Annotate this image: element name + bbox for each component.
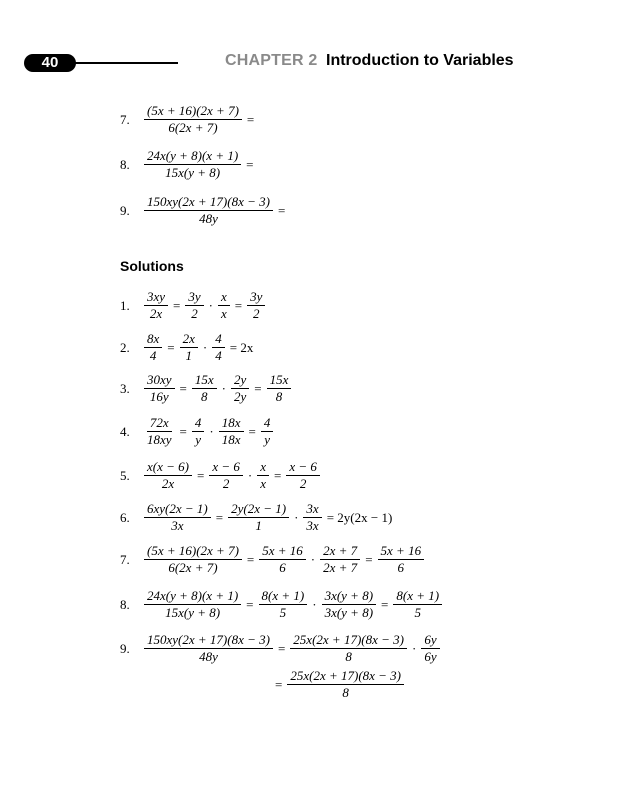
numerator: 2y (231, 372, 249, 389)
equals-sign: = (277, 202, 286, 218)
numerator: 150xy(2x + 17)(8x − 3) (144, 194, 273, 211)
operator: = (274, 467, 282, 483)
denominator: 2 (299, 476, 307, 491)
denominator: 6 (397, 560, 405, 575)
fraction (144, 459, 192, 492)
operator: · (202, 339, 208, 355)
denominator: 48y (199, 649, 218, 664)
problem-item (120, 148, 257, 181)
operator: = (179, 380, 187, 396)
numerator: 4 (261, 415, 274, 432)
solution-item (120, 459, 322, 492)
solution-item (120, 289, 267, 322)
fraction (144, 501, 211, 534)
operator: = (381, 596, 389, 612)
denominator: 48y (199, 211, 218, 226)
fraction (290, 632, 407, 665)
denominator: 8 (275, 389, 283, 404)
denominator: 2x (149, 306, 163, 321)
solution-item (120, 632, 442, 665)
fraction (192, 372, 217, 405)
numerator: 15x (267, 372, 292, 389)
numerator: 2x + 7 (320, 543, 360, 560)
fraction (228, 501, 289, 534)
numerator: 72x (147, 415, 172, 432)
fraction (144, 415, 175, 448)
item-number: 6. (120, 509, 130, 525)
item-number: 3. (120, 380, 130, 396)
numerator: 25x(2x + 17)(8x − 3) (287, 668, 404, 685)
denominator: 2y (234, 389, 247, 404)
fraction (393, 588, 442, 621)
fraction (286, 459, 320, 492)
denominator: 1 (185, 348, 193, 363)
denominator: 15x(y + 8) (165, 165, 221, 180)
fraction (257, 459, 269, 492)
fraction (259, 588, 308, 621)
numerator: 30xy (144, 372, 175, 389)
operator: = (246, 551, 255, 567)
numerator: (5x + 16)(2x + 7) (144, 543, 242, 560)
denominator: y (195, 432, 202, 447)
numerator: 6y (421, 632, 439, 649)
numerator: 6xy(2x − 1) (144, 501, 211, 518)
solution-item (120, 331, 256, 364)
item-number: 7. (120, 111, 130, 127)
numerator: 15x (192, 372, 217, 389)
fraction (303, 501, 321, 534)
fraction (185, 289, 203, 322)
numerator: 24x(y + 8)(x + 1) (144, 588, 241, 605)
operator: = 2y(2x − 1) (326, 509, 393, 525)
item-number: 5. (120, 467, 130, 483)
operator: · (247, 467, 253, 483)
numerator: 3y (247, 289, 265, 306)
fraction (287, 668, 404, 701)
numerator: 24x(y + 8)(x + 1) (144, 148, 241, 165)
item-number: 7. (120, 551, 130, 567)
fraction (144, 103, 242, 136)
chapter-label: CHAPTER 2 (225, 52, 318, 69)
numerator: (5x + 16)(2x + 7) (144, 103, 242, 120)
solution-item (120, 543, 426, 576)
denominator: 6(2x + 7) (168, 560, 218, 575)
numerator: 4 (192, 415, 205, 432)
solution-item (120, 372, 293, 405)
item-number: 2. (120, 339, 130, 355)
numerator: x − 6 (286, 459, 320, 476)
fraction (144, 372, 175, 405)
operator: = (275, 676, 283, 692)
operator: · (209, 423, 214, 439)
fraction (421, 632, 439, 665)
denominator: 4 (149, 348, 157, 363)
solution-item (120, 415, 275, 448)
denominator: x (260, 476, 266, 491)
denominator: 5 (279, 605, 287, 620)
item-number: 9. (120, 202, 130, 218)
numerator: 3x(y + 8) (322, 588, 376, 605)
denominator: 1 (255, 518, 262, 533)
fraction (180, 331, 198, 364)
denominator: 2x (161, 476, 175, 491)
numerator: 4 (212, 331, 225, 348)
solution-item (120, 588, 444, 621)
denominator: 2 (222, 476, 230, 491)
numerator: 18x (219, 415, 244, 432)
numerator: 8x (144, 331, 162, 348)
problem-item (120, 194, 288, 227)
operator: · (411, 640, 417, 656)
denominator: 8 (345, 649, 352, 664)
denominator: 3x (306, 518, 319, 533)
fraction (144, 543, 242, 576)
equals-sign: = (246, 111, 255, 127)
denominator: 15x(y + 8) (165, 605, 221, 620)
fraction (144, 632, 273, 665)
item-number: 1. (120, 297, 130, 313)
denominator: 6 (279, 560, 286, 575)
numerator: 5x + 16 (378, 543, 425, 560)
numerator: 25x(2x + 17)(8x − 3) (290, 632, 407, 649)
operator: · (310, 551, 316, 567)
fraction (218, 289, 230, 322)
operator: = (167, 339, 175, 355)
denominator: 8 (201, 389, 208, 404)
operator: · (294, 509, 299, 525)
denominator: 8 (342, 685, 349, 700)
denominator: 4 (215, 348, 222, 363)
fraction (320, 543, 360, 576)
operator: = (246, 596, 254, 612)
fraction (144, 194, 273, 227)
fraction (144, 588, 241, 621)
solution-item (120, 501, 395, 534)
operator: = (365, 551, 373, 567)
fraction (267, 372, 292, 405)
denominator: 6y (424, 649, 437, 664)
operator: = (215, 509, 224, 525)
fraction (219, 415, 244, 448)
header-rule (74, 62, 178, 64)
numerator: x (257, 459, 269, 476)
solution-item (272, 668, 406, 701)
item-number: 4. (120, 423, 130, 439)
operator: = (173, 297, 181, 313)
numerator: x − 6 (209, 459, 243, 476)
page-number-badge: 40 (24, 54, 76, 72)
item-number: 8. (120, 156, 130, 172)
operator: = (254, 380, 262, 396)
fraction (209, 459, 243, 492)
problem-item (120, 103, 257, 136)
fraction (378, 543, 425, 576)
operator: = (248, 423, 256, 439)
fraction (247, 289, 265, 322)
operator: · (312, 596, 317, 612)
numerator: 150xy(2x + 17)(8x − 3) (144, 632, 273, 649)
numerator: 8(x + 1) (393, 588, 442, 605)
denominator: 2x + 7 (323, 560, 358, 575)
operator: · (208, 297, 214, 313)
numerator: 3xy (144, 289, 168, 306)
operator: = (196, 467, 205, 483)
fraction (212, 331, 225, 364)
fraction (261, 415, 274, 448)
fraction (144, 289, 168, 322)
operator: = (234, 297, 243, 313)
numerator: 3y (185, 289, 203, 306)
chapter-title: Introduction to Variables (326, 52, 514, 69)
fraction (259, 543, 306, 576)
numerator: 2y(2x − 1) (228, 501, 289, 518)
numerator: x(x − 6) (144, 459, 192, 476)
numerator: x (218, 289, 230, 306)
fraction (231, 372, 249, 405)
equals-sign: = (246, 156, 254, 172)
item-number: 9. (120, 640, 130, 656)
numerator: 5x + 16 (259, 543, 306, 560)
denominator: 5 (414, 605, 421, 620)
numerator: 3x (303, 501, 321, 518)
denominator: 18x (221, 432, 241, 447)
denominator: 2 (253, 306, 260, 321)
item-number: 8. (120, 596, 130, 612)
denominator: 3x(y + 8) (324, 605, 374, 620)
operator: · (221, 380, 227, 396)
denominator: 6(2x + 7) (168, 120, 218, 135)
denominator: y (264, 432, 270, 447)
solutions-heading: Solutions (120, 258, 184, 274)
denominator: 16y (149, 389, 169, 404)
numerator: 2x (180, 331, 198, 348)
fraction (192, 415, 205, 448)
denominator: 18xy (147, 432, 172, 447)
denominator: 3x (171, 518, 184, 533)
denominator: 2 (191, 306, 198, 321)
operator: = (277, 640, 286, 656)
denominator: x (221, 306, 227, 321)
fraction (322, 588, 376, 621)
fraction (144, 148, 241, 181)
operator: = 2x (229, 339, 254, 355)
numerator: 8(x + 1) (259, 588, 308, 605)
operator: = (179, 423, 187, 439)
fraction (144, 331, 162, 364)
